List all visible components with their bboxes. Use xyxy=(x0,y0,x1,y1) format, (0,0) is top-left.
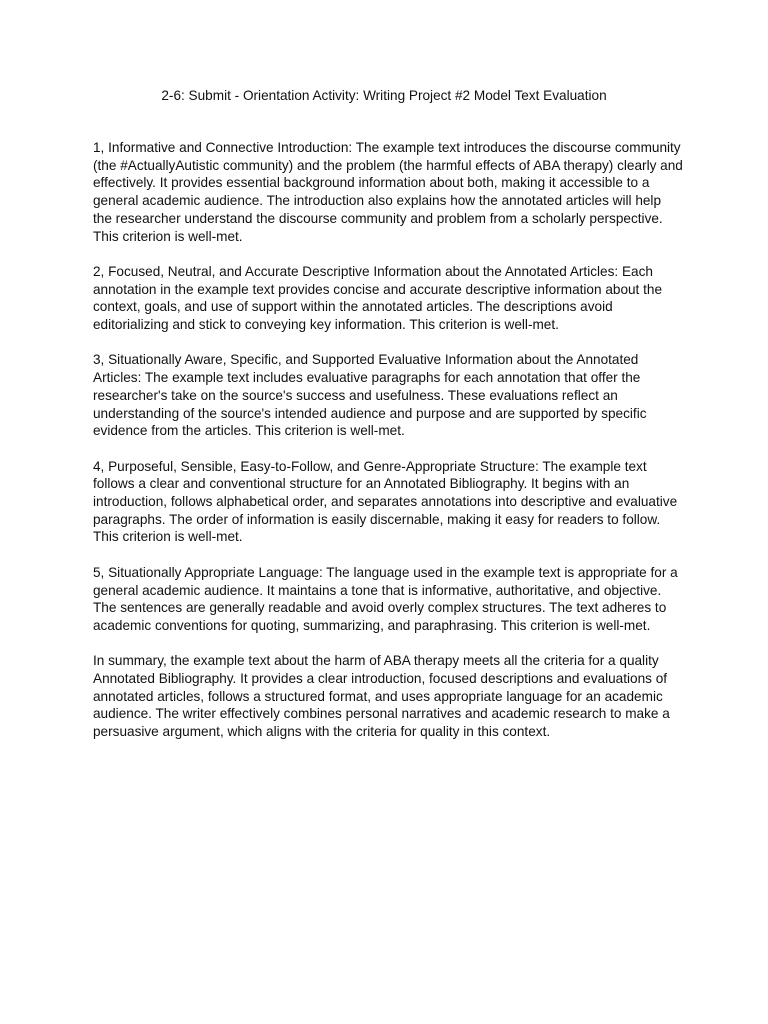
summary-paragraph: In summary, the example text about the harm of ABA therapy meets all the criteria for a quality Annotated Bibliography. It provides a clear introduction, focused descriptions and evaluations of annotated articles, follows a structured format, and uses appropriate language for an academic audience. The writer effectively combines personal narratives and academic research to make a persuasive argument, which aligns with the criteria for quality in this context. xyxy=(93,653,670,740)
criterion-1-paragraph: 1, Informative and Connective Introduction: The example text introduces the discourse community (the #ActuallyAutistic community) and the problem (the harmful effects of ABA therapy) clearly and effectively. It provides essential background information about both, making it accessible to a general academic audience. The introduction also explains how the annotated articles will help the researcher understand the discourse community and problem from a scholarly perspective. This criterion is well-met. xyxy=(93,140,683,244)
criterion-3-paragraph: 3, Situationally Aware, Specific, and Supported Evaluative Information about the Annotated Articles: The example text includes evaluative paragraphs for each annotation that offer the researcher's take on the source's success and usefulness. These evaluations reflect an understanding of the source's intended audience and purpose and are supported by specific evidence from the articles. This criterion is well-met. xyxy=(93,352,647,439)
criterion-2-paragraph: 2, Focused, Neutral, and Accurate Descriptive Information about the Annotated Articles: Each annotation in the example text provides concise and accurate descriptive information about the context, goals, and use of support within the annotated articles. The descriptions avoid editorializing and stick to conveying key information. This criterion is well-met. xyxy=(93,263,663,333)
document-body xyxy=(93,139,683,759)
document-title: 2-6: Submit - Orientation Activity: Writing Project #2 Model Text Evaluation xyxy=(161,88,607,103)
criterion-5-paragraph: 5, Situationally Appropriate Language: The language used in the example text is appropriate for a general academic audience. It maintains a tone that is informative, authoritative, and objective. The sentences are generally readable and avoid overly complex structures. The text adheres to academic conventions for quoting, summarizing, and paraphrasing. This criterion is well-met. xyxy=(93,564,678,633)
criterion-4-paragraph: 4, Purposeful, Sensible, Easy-to-Follow, and Genre-Appropriate Structure: The example text follows a clear and conventional structure for an Annotated Bibliography. It begins with an introduction, follows alphabetical order, and separates annotations into descriptive and evaluative paragraphs. The order of information is easily discernable, making it easy for readers to follow. This criterion is well-met. xyxy=(93,458,678,545)
